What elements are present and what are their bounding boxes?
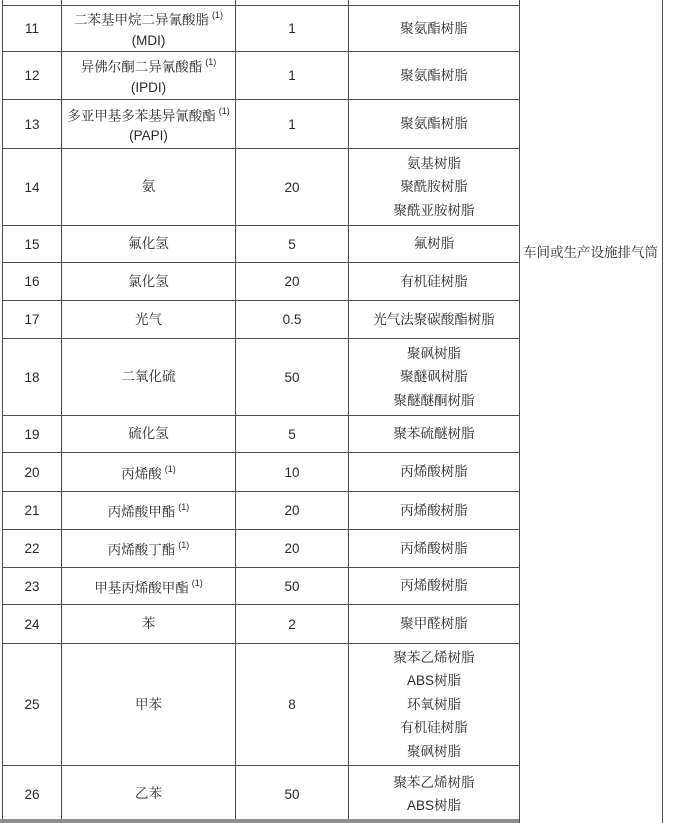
table-row [3,301,520,339]
cell-seq-number: 20 [3,453,62,491]
resin-item: 丙烯酸树脂 [400,464,468,480]
pollutant-name-text: 光气 [135,311,162,327]
cell-applicable-resins [349,530,520,567]
cell-limit-value: 50 [236,568,349,604]
pollutant-name-text: 丙烯酸甲酯 [107,504,176,520]
resin-item: 聚醚醚酮树脂 [393,392,475,408]
table-row [3,530,520,568]
cell-limit-value: 20 [236,530,349,567]
footnote-ref: (1) [218,105,230,116]
resin-item: ABS树脂 [406,798,461,813]
resin-item: 聚苯乙烯树脂 [393,774,475,790]
resin-item: 聚氨酯树脂 [400,67,468,83]
footnote-ref: (1) [178,502,190,513]
pollutant-name-line [128,234,169,254]
pollutant-name-text: 硫化氢 [128,426,169,441]
table-row [3,226,520,263]
cell-pollutant-name [62,0,236,5]
pollutant-name-text: 多亚甲基多苯基异氰酸酯 [67,108,216,124]
cell-limit-value: 2 [236,605,349,643]
resin-item: 有机硅树脂 [400,273,468,289]
table-row [3,766,520,823]
cell-limit-value: 50 [236,766,349,822]
resin-item: ABS树脂 [406,673,461,689]
pollutant-name-line [135,310,162,330]
resin-item: 氟树脂 [413,236,455,252]
resin-item: 环氧树脂 [407,696,461,712]
emission-limits-table [2,0,663,823]
pollutant-name-text: 二苯基甲烷二异氰酸脂 [74,12,209,28]
resin-item: 光气法聚碳酸酯树脂 [373,311,495,327]
resin-item: 有机硅树脂 [400,720,468,736]
footnote-ref: (1) [178,540,190,551]
cell-applicable-resins [349,6,520,51]
cell-seq-number: 14 [3,149,62,225]
pollutant-name-line [128,424,169,444]
pollutant-name-line [67,102,230,127]
footnote-ref: (1) [191,577,203,588]
pollutant-abbr-line: (PAPI) [129,128,168,144]
pollutant-name-text: 甲基丙烯酸甲酯 [94,580,189,596]
table-row [3,453,520,492]
cell-pollutant-name [62,226,236,262]
cell-seq-number: 21 [3,492,62,529]
cell-limit-value: 5 [236,226,349,262]
table-row [3,492,520,530]
cell-limit-value: 1 [236,100,349,148]
table-row [3,263,520,301]
resin-item: 聚酰亚胺树脂 [393,202,475,218]
pollutant-name-line [108,536,190,561]
pollutant-name-line [142,177,156,197]
table-row [3,6,520,52]
bottom-cutoff-edge [0,819,519,823]
pollutant-name-text: 异佛尔酮二异氰酸酯 [80,59,203,75]
cell-seq-number: 19 [3,416,62,452]
table-row [3,644,520,766]
cell-limit-value [236,0,349,5]
pollutant-name-text: 氟化氢 [128,236,169,251]
pollutant-name-line [94,574,203,599]
cell-applicable-resins [349,263,520,300]
cell-limit-value: 1 [236,52,349,99]
cell-pollutant-name [62,6,236,51]
table-row [3,416,520,453]
cell-seq-number: 12 [3,52,62,99]
resin-item: 聚醚砜树脂 [400,369,468,385]
resin-item: 聚氨酯树脂 [400,20,468,36]
cell-pollutant-name [62,52,236,99]
resin-item: 聚甲醛树脂 [400,616,468,632]
cell-applicable-resins [349,644,520,765]
table-row [3,568,520,605]
table-row [3,52,520,100]
cell-applicable-resins [349,226,520,262]
cell-applicable-resins [349,301,520,338]
cell-seq-number: 16 [3,263,62,300]
cell-applicable-resins [349,100,520,148]
cell-pollutant-name [62,530,236,567]
cell-limit-value: 1 [236,6,349,51]
cell-seq-number [3,0,62,5]
cell-pollutant-name [62,149,236,225]
pollutant-abbr-line: (IPDI) [130,79,167,95]
resin-item: 聚砜树脂 [407,345,461,361]
pollutant-name-line [135,784,162,804]
cell-seq-number: 25 [3,644,62,765]
resin-item: 聚酰胺树脂 [400,179,468,195]
pollutant-name-line [81,53,217,78]
pollutant-name-line [108,498,190,523]
cell-applicable-resins [349,52,520,99]
footnote-ref: (1) [205,57,217,68]
cell-seq-number: 13 [3,100,62,148]
table-row [3,339,520,416]
outlet-column-merged-cell [519,0,663,823]
cell-pollutant-name [62,605,236,643]
pollutant-name-text: 丙烯酸丁酯 [107,542,176,558]
cell-limit-value: 20 [236,263,349,300]
cell-seq-number: 17 [3,301,62,338]
table-row [3,605,520,644]
pollutant-name-line [142,614,156,634]
cell-limit-value: 5 [236,416,349,452]
cell-applicable-resins [349,766,520,822]
cell-limit-value: 0.5 [236,301,349,338]
table-body [2,0,520,823]
cell-seq-number: 18 [3,339,62,415]
resin-item: 聚氨酯树脂 [400,116,468,132]
cell-pollutant-name [62,644,236,765]
resin-item: 聚苯乙烯树脂 [393,649,475,665]
cell-pollutant-name [62,100,236,148]
cell-pollutant-name [62,492,236,529]
cell-limit-value: 20 [236,149,349,225]
pollutant-name-text: 丙烯酸 [121,466,162,482]
pollutant-name-text: 苯 [141,616,156,631]
cell-pollutant-name [62,568,236,604]
pollutant-name-line [74,6,223,31]
cell-pollutant-name [62,339,236,415]
cell-pollutant-name [62,416,236,452]
pollutant-abbr-line: (MDI) [131,32,166,48]
cell-pollutant-name [62,453,236,491]
cell-applicable-resins [349,568,520,604]
cell-applicable-resins [349,0,520,5]
cell-applicable-resins [349,416,520,452]
resin-item: 氨基树脂 [407,155,461,171]
cell-limit-value: 50 [236,339,349,415]
table-row [3,149,520,226]
cell-pollutant-name [62,301,236,338]
table-row [3,100,520,149]
cell-seq-number: 22 [3,530,62,567]
resin-item: 丙烯酸树脂 [400,502,468,518]
cell-pollutant-name [62,263,236,300]
pollutant-name-line [122,367,176,387]
pollutant-name-line [121,460,176,485]
cell-limit-value: 8 [236,644,349,765]
cell-limit-value: 20 [236,492,349,529]
cell-limit-value: 10 [236,453,349,491]
cell-applicable-resins [349,453,520,491]
pollutant-name-text: 乙苯 [135,786,162,801]
cell-pollutant-name [62,766,236,822]
cell-seq-number: 23 [3,568,62,604]
footnote-ref: (1) [212,10,223,21]
resin-item: 丙烯酸树脂 [400,540,468,556]
cell-applicable-resins [349,605,520,643]
pollutant-name-text: 氨 [141,179,156,194]
outlet-label: 车间或生产设施排气筒 [523,245,658,260]
cell-seq-number: 26 [3,766,62,822]
pollutant-name-line [128,272,169,292]
pollutant-name-line [135,695,162,715]
pollutant-name-text: 氯化氢 [128,273,169,289]
footnote-ref: (1) [164,463,176,474]
pollutant-name-text: 二氧化硫 [121,369,176,384]
cell-seq-number: 24 [3,605,62,643]
cell-applicable-resins [349,149,520,225]
pollutant-name-text: 甲苯 [135,696,162,712]
cell-seq-number: 11 [3,6,62,51]
cell-applicable-resins [349,492,520,529]
cell-seq-number: 15 [3,226,62,262]
resin-item: 聚苯硫醚树脂 [393,426,475,442]
resin-item: 聚砜树脂 [407,743,461,759]
resin-item: 丙烯酸树脂 [400,578,468,594]
cell-applicable-resins [349,339,520,415]
